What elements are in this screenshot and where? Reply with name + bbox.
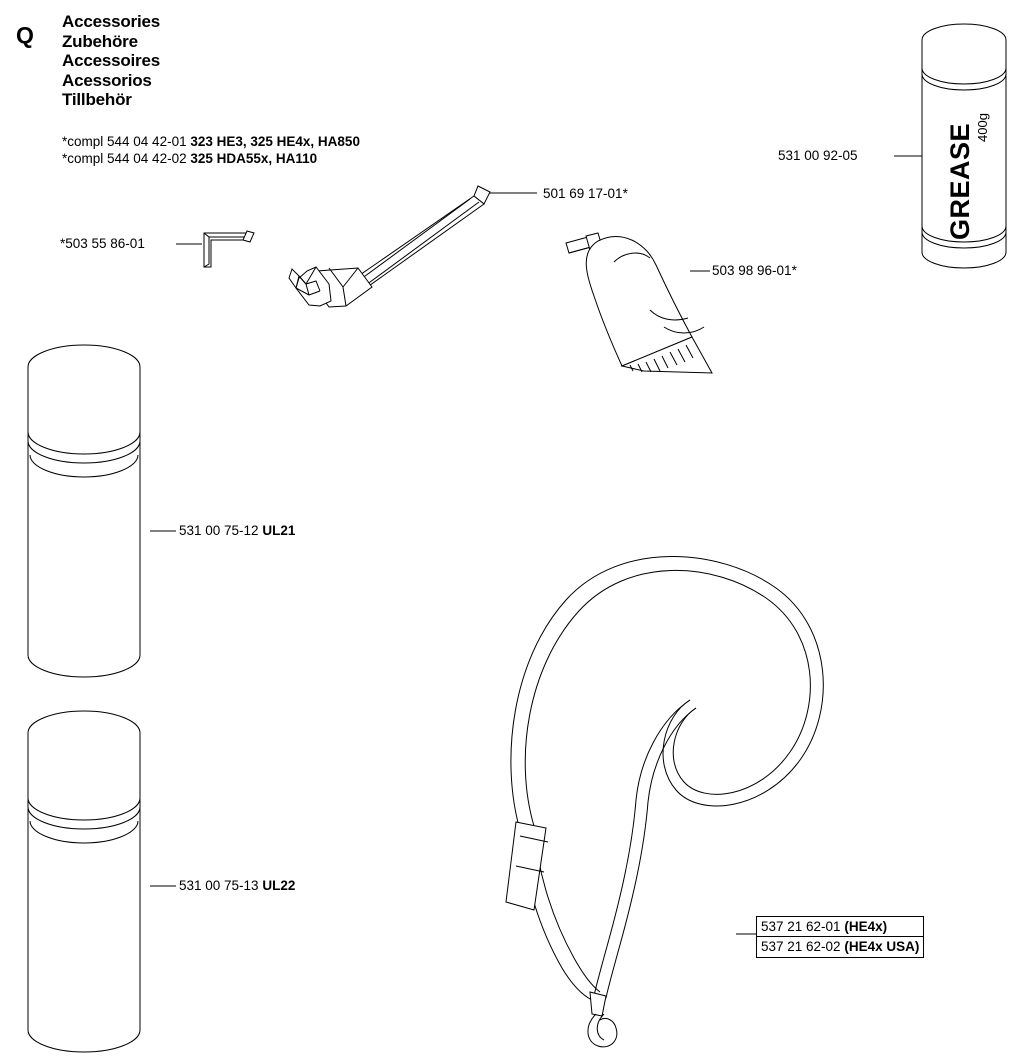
compl-note-2-models: 325 HDA55x, HA110 [190,151,318,166]
callout-ul22 [179,878,295,893]
hex-key-illustration [204,231,254,267]
compl-note-1-prefix: *compl 544 04 42-01 [62,134,191,149]
title-pt: Acessorios [62,70,152,90]
grease-tube-illustration [566,233,712,373]
grease-brand-text: GREASE [945,122,975,240]
grease-weight-text: 400g [975,113,990,142]
callout-harness-2-number: 537 21 62-02 [761,939,845,954]
title-fr: Accessoires [62,51,160,70]
callout-ul21-number: 531 00 75-12 [179,523,263,538]
callout-ul22-code: UL22 [262,878,296,893]
callout-harness-1-number: 537 21 62-01 [761,919,845,934]
callout-ul21 [179,523,295,538]
callout-ul21-code: UL21 [262,523,296,538]
compl-note-1-models: 323 HE3, 325 HE4x, HA850 [190,134,360,149]
title-de: Zubehöre [62,31,138,51]
callout-hex-key: *503 55 86-01 [60,236,145,251]
compl-note-2-prefix: *compl 544 04 42-02 [62,151,191,166]
title-en: Accessories [62,12,160,31]
callout-harness-2-code: (HE4x USA) [844,939,920,954]
callout-harness-box [756,916,924,958]
section-letter: Q [16,22,34,48]
ul21-tube-illustration [28,345,140,677]
harness-illustration [506,556,823,1046]
callout-screwdriver: 501 69 17-01* [543,186,628,201]
callout-harness-1-code: (HE4x) [844,919,888,934]
callout-ul22-number: 531 00 75-13 [179,878,263,893]
socket-screwdriver-illustration [289,186,490,307]
callout-grease-cartridge: 531 00 92-05 [778,148,858,163]
title-sv: Tillbehör [62,90,132,109]
callout-harness-line-2 [757,936,923,955]
callout-grease-tube: 503 98 96-01* [712,263,797,278]
callout-harness-line-1 [761,918,919,935]
ul22-tube-illustration [28,711,140,1052]
